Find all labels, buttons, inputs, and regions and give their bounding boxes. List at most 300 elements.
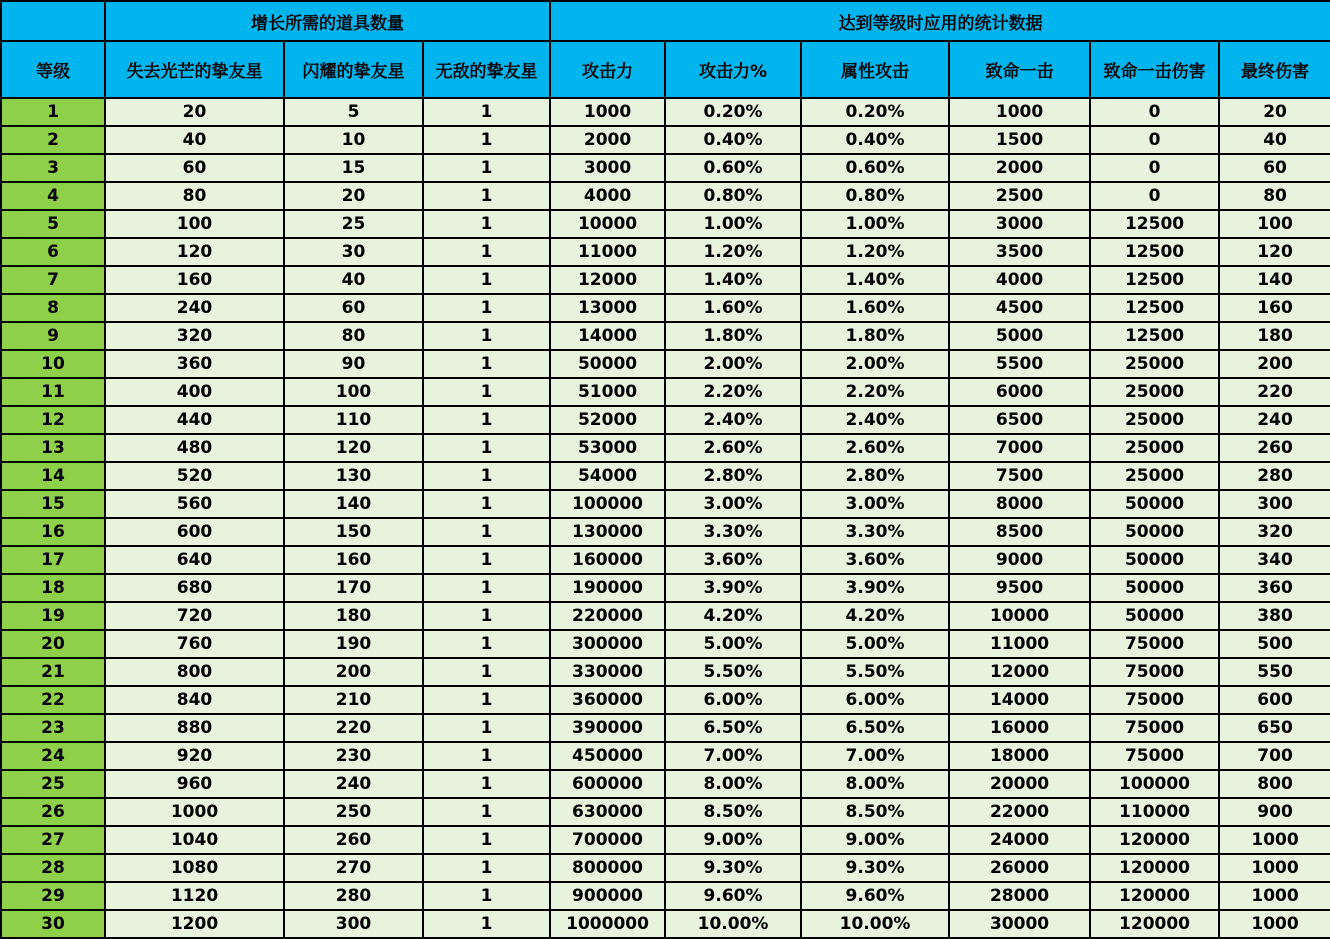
attack-percent-cell: 2.20% [665,378,801,406]
table-row [1,462,1330,490]
dim-star-cell: 320 [105,322,284,350]
dim-star-cell: 560 [105,490,284,518]
attack-percent-cell: 2.40% [665,406,801,434]
column-header-row [1,41,1330,98]
level-cell: 12 [1,406,105,434]
critical-hit-cell: 30000 [949,910,1090,938]
attack-cell: 1000 [550,98,665,126]
dim-star-cell: 520 [105,462,284,490]
invincible-star-cell: 1 [423,350,550,378]
shining-star-cell: 230 [284,742,423,770]
attack-cell: 13000 [550,294,665,322]
dim-star-cell: 100 [105,210,284,238]
critical-damage-cell: 75000 [1090,630,1219,658]
column-header-critical-hit: 致命一击 [949,41,1090,98]
shining-star-cell: 120 [284,434,423,462]
critical-damage-cell: 50000 [1090,518,1219,546]
attack-percent-cell: 0.40% [665,126,801,154]
level-cell: 15 [1,490,105,518]
dim-star-cell: 920 [105,742,284,770]
elemental-attack-cell: 0.80% [801,182,949,210]
level-cell: 26 [1,798,105,826]
shining-star-cell: 15 [284,154,423,182]
level-cell: 22 [1,686,105,714]
level-cell: 8 [1,294,105,322]
level-cell: 5 [1,210,105,238]
critical-hit-cell: 3000 [949,210,1090,238]
critical-hit-cell: 5500 [949,350,1090,378]
dim-star-cell: 120 [105,238,284,266]
attack-percent-cell: 1.80% [665,322,801,350]
dim-star-cell: 1200 [105,910,284,938]
final-damage-cell: 1000 [1219,910,1330,938]
attack-percent-cell: 5.00% [665,630,801,658]
final-damage-cell: 100 [1219,210,1330,238]
final-damage-cell: 260 [1219,434,1330,462]
shining-star-cell: 270 [284,854,423,882]
level-cell: 16 [1,518,105,546]
invincible-star-cell: 1 [423,238,550,266]
attack-percent-cell: 8.00% [665,770,801,798]
invincible-star-cell: 1 [423,322,550,350]
attack-cell: 190000 [550,574,665,602]
invincible-star-cell: 1 [423,126,550,154]
final-damage-cell: 180 [1219,322,1330,350]
table-row [1,770,1330,798]
invincible-star-cell: 1 [423,546,550,574]
level-cell: 28 [1,854,105,882]
final-damage-cell: 360 [1219,574,1330,602]
attack-cell: 12000 [550,266,665,294]
final-damage-cell: 220 [1219,378,1330,406]
invincible-star-cell: 1 [423,686,550,714]
attack-percent-cell: 1.60% [665,294,801,322]
table-row [1,742,1330,770]
shining-star-cell: 25 [284,210,423,238]
column-header-final-damage: 最终伤害 [1219,41,1330,98]
dim-star-cell: 240 [105,294,284,322]
table-row [1,602,1330,630]
final-damage-cell: 300 [1219,490,1330,518]
critical-hit-cell: 6000 [949,378,1090,406]
final-damage-cell: 40 [1219,126,1330,154]
shining-star-cell: 220 [284,714,423,742]
table-row [1,350,1330,378]
final-damage-cell: 80 [1219,182,1330,210]
final-damage-cell: 500 [1219,630,1330,658]
attack-cell: 52000 [550,406,665,434]
shining-star-cell: 280 [284,882,423,910]
table-body [1,98,1330,938]
critical-damage-cell: 75000 [1090,686,1219,714]
critical-hit-cell: 16000 [949,714,1090,742]
table-row [1,154,1330,182]
elemental-attack-cell: 5.50% [801,658,949,686]
table-row [1,882,1330,910]
shining-star-cell: 190 [284,630,423,658]
attack-cell: 220000 [550,602,665,630]
level-cell: 13 [1,434,105,462]
attack-cell: 800000 [550,854,665,882]
attack-percent-cell: 3.30% [665,518,801,546]
invincible-star-cell: 1 [423,98,550,126]
level-cell: 29 [1,882,105,910]
critical-hit-cell: 4000 [949,266,1090,294]
shining-star-cell: 150 [284,518,423,546]
critical-damage-cell: 100000 [1090,770,1219,798]
dim-star-cell: 840 [105,686,284,714]
attack-percent-cell: 0.20% [665,98,801,126]
dim-star-cell: 720 [105,602,284,630]
elemental-attack-cell: 3.30% [801,518,949,546]
attack-percent-cell: 9.60% [665,882,801,910]
column-header-level: 等级 [1,41,105,98]
invincible-star-cell: 1 [423,602,550,630]
elemental-attack-cell: 9.30% [801,854,949,882]
critical-damage-cell: 0 [1090,126,1219,154]
invincible-star-cell: 1 [423,742,550,770]
shining-star-cell: 40 [284,266,423,294]
elemental-attack-cell: 0.40% [801,126,949,154]
dim-star-cell: 960 [105,770,284,798]
attack-percent-cell: 10.00% [665,910,801,938]
attack-percent-cell: 8.50% [665,798,801,826]
critical-hit-cell: 12000 [949,658,1090,686]
attack-percent-cell: 0.60% [665,154,801,182]
table-row [1,182,1330,210]
table-row [1,294,1330,322]
invincible-star-cell: 1 [423,266,550,294]
dim-star-cell: 1040 [105,826,284,854]
critical-damage-cell: 25000 [1090,378,1219,406]
critical-damage-cell: 50000 [1090,602,1219,630]
column-header-shining-star: 闪耀的挚友星 [284,41,423,98]
dim-star-cell: 440 [105,406,284,434]
table-row [1,210,1330,238]
invincible-star-cell: 1 [423,210,550,238]
attack-percent-cell: 5.50% [665,658,801,686]
elemental-attack-cell: 1.00% [801,210,949,238]
invincible-star-cell: 1 [423,798,550,826]
critical-damage-cell: 75000 [1090,658,1219,686]
critical-damage-cell: 120000 [1090,826,1219,854]
dim-star-cell: 760 [105,630,284,658]
invincible-star-cell: 1 [423,490,550,518]
dim-star-cell: 40 [105,126,284,154]
attack-percent-cell: 3.60% [665,546,801,574]
level-cell: 7 [1,266,105,294]
table-row [1,658,1330,686]
elemental-attack-cell: 2.40% [801,406,949,434]
corner-cell [1,1,105,41]
dim-star-cell: 480 [105,434,284,462]
attack-percent-cell: 6.00% [665,686,801,714]
elemental-attack-cell: 1.40% [801,266,949,294]
elemental-attack-cell: 1.20% [801,238,949,266]
final-damage-cell: 320 [1219,518,1330,546]
table-row [1,910,1330,938]
level-cell: 9 [1,322,105,350]
critical-hit-cell: 22000 [949,798,1090,826]
critical-hit-cell: 6500 [949,406,1090,434]
critical-hit-cell: 24000 [949,826,1090,854]
attack-percent-cell: 9.00% [665,826,801,854]
shining-star-cell: 250 [284,798,423,826]
dim-star-cell: 400 [105,378,284,406]
level-cell: 3 [1,154,105,182]
shining-star-cell: 160 [284,546,423,574]
critical-damage-cell: 12500 [1090,210,1219,238]
final-damage-cell: 60 [1219,154,1330,182]
elemental-attack-cell: 3.60% [801,546,949,574]
elemental-attack-cell: 0.20% [801,98,949,126]
level-cell: 6 [1,238,105,266]
attack-percent-cell: 7.00% [665,742,801,770]
table-row [1,238,1330,266]
attack-cell: 900000 [550,882,665,910]
attack-cell: 330000 [550,658,665,686]
elemental-attack-cell: 2.60% [801,434,949,462]
critical-damage-cell: 25000 [1090,406,1219,434]
final-damage-cell: 1000 [1219,882,1330,910]
critical-damage-cell: 110000 [1090,798,1219,826]
group-header-row [1,1,1330,41]
dim-star-cell: 1120 [105,882,284,910]
level-cell: 17 [1,546,105,574]
attack-percent-cell: 2.60% [665,434,801,462]
shining-star-cell: 110 [284,406,423,434]
critical-hit-cell: 2000 [949,154,1090,182]
dim-star-cell: 80 [105,182,284,210]
table-row [1,378,1330,406]
critical-damage-cell: 25000 [1090,434,1219,462]
elemental-attack-cell: 6.00% [801,686,949,714]
final-damage-cell: 140 [1219,266,1330,294]
final-damage-cell: 160 [1219,294,1330,322]
final-damage-cell: 1000 [1219,854,1330,882]
critical-hit-cell: 10000 [949,602,1090,630]
critical-damage-cell: 0 [1090,154,1219,182]
shining-star-cell: 10 [284,126,423,154]
table-row [1,630,1330,658]
group-header-stats: 达到等级时应用的统计数据 [550,1,1330,41]
final-damage-cell: 240 [1219,406,1330,434]
critical-hit-cell: 4500 [949,294,1090,322]
final-damage-cell: 700 [1219,742,1330,770]
attack-cell: 600000 [550,770,665,798]
critical-damage-cell: 0 [1090,98,1219,126]
attack-cell: 100000 [550,490,665,518]
critical-hit-cell: 7500 [949,462,1090,490]
shining-star-cell: 130 [284,462,423,490]
attack-cell: 53000 [550,434,665,462]
level-cell: 20 [1,630,105,658]
shining-star-cell: 180 [284,602,423,630]
elemental-attack-cell: 0.60% [801,154,949,182]
invincible-star-cell: 1 [423,462,550,490]
critical-hit-cell: 26000 [949,854,1090,882]
final-damage-cell: 600 [1219,686,1330,714]
critical-damage-cell: 50000 [1090,574,1219,602]
table-row [1,826,1330,854]
invincible-star-cell: 1 [423,910,550,938]
critical-damage-cell: 120000 [1090,882,1219,910]
level-cell: 30 [1,910,105,938]
dim-star-cell: 1080 [105,854,284,882]
group-header-items: 增长所需的道具数量 [105,1,550,41]
critical-hit-cell: 3500 [949,238,1090,266]
critical-hit-cell: 1500 [949,126,1090,154]
table-row [1,798,1330,826]
elemental-attack-cell: 8.50% [801,798,949,826]
critical-hit-cell: 28000 [949,882,1090,910]
critical-damage-cell: 12500 [1090,266,1219,294]
elemental-attack-cell: 2.20% [801,378,949,406]
dim-star-cell: 160 [105,266,284,294]
attack-percent-cell: 1.40% [665,266,801,294]
attack-percent-cell: 9.30% [665,854,801,882]
level-cell: 23 [1,714,105,742]
final-damage-cell: 20 [1219,98,1330,126]
attack-cell: 700000 [550,826,665,854]
critical-hit-cell: 2500 [949,182,1090,210]
table-row [1,686,1330,714]
critical-damage-cell: 75000 [1090,742,1219,770]
critical-damage-cell: 50000 [1090,546,1219,574]
shining-star-cell: 140 [284,490,423,518]
critical-damage-cell: 120000 [1090,910,1219,938]
elemental-attack-cell: 1.80% [801,322,949,350]
critical-hit-cell: 11000 [949,630,1090,658]
shining-star-cell: 300 [284,910,423,938]
shining-star-cell: 20 [284,182,423,210]
attack-cell: 10000 [550,210,665,238]
dim-star-cell: 600 [105,518,284,546]
shining-star-cell: 60 [284,294,423,322]
table-row [1,322,1330,350]
shining-star-cell: 30 [284,238,423,266]
level-cell: 2 [1,126,105,154]
critical-damage-cell: 12500 [1090,238,1219,266]
table-row [1,266,1330,294]
column-header-invincible-star: 无敌的挚友星 [423,41,550,98]
critical-hit-cell: 18000 [949,742,1090,770]
elemental-attack-cell: 9.00% [801,826,949,854]
attack-cell: 450000 [550,742,665,770]
invincible-star-cell: 1 [423,154,550,182]
table-row [1,434,1330,462]
dim-star-cell: 1000 [105,798,284,826]
attack-percent-cell: 3.00% [665,490,801,518]
final-damage-cell: 900 [1219,798,1330,826]
elemental-attack-cell: 10.00% [801,910,949,938]
attack-cell: 11000 [550,238,665,266]
elemental-attack-cell: 7.00% [801,742,949,770]
critical-damage-cell: 12500 [1090,294,1219,322]
elemental-attack-cell: 2.00% [801,350,949,378]
shining-star-cell: 170 [284,574,423,602]
dim-star-cell: 20 [105,98,284,126]
final-damage-cell: 120 [1219,238,1330,266]
attack-cell: 50000 [550,350,665,378]
elemental-attack-cell: 1.60% [801,294,949,322]
attack-cell: 390000 [550,714,665,742]
critical-damage-cell: 0 [1090,182,1219,210]
table-row [1,714,1330,742]
critical-damage-cell: 25000 [1090,350,1219,378]
invincible-star-cell: 1 [423,574,550,602]
shining-star-cell: 90 [284,350,423,378]
column-header-critical-damage: 致命一击伤害 [1090,41,1219,98]
elemental-attack-cell: 9.60% [801,882,949,910]
elemental-attack-cell: 6.50% [801,714,949,742]
attack-cell: 630000 [550,798,665,826]
critical-damage-cell: 75000 [1090,714,1219,742]
attack-cell: 3000 [550,154,665,182]
level-cell: 11 [1,378,105,406]
attack-cell: 360000 [550,686,665,714]
invincible-star-cell: 1 [423,854,550,882]
table-row [1,518,1330,546]
invincible-star-cell: 1 [423,658,550,686]
critical-hit-cell: 8500 [949,518,1090,546]
attack-percent-cell: 2.80% [665,462,801,490]
final-damage-cell: 550 [1219,658,1330,686]
shining-star-cell: 100 [284,378,423,406]
shining-star-cell: 210 [284,686,423,714]
final-damage-cell: 340 [1219,546,1330,574]
critical-damage-cell: 12500 [1090,322,1219,350]
table-row [1,854,1330,882]
attack-cell: 1000000 [550,910,665,938]
attack-percent-cell: 3.90% [665,574,801,602]
attack-cell: 300000 [550,630,665,658]
table-row [1,126,1330,154]
level-cell: 24 [1,742,105,770]
attack-cell: 14000 [550,322,665,350]
invincible-star-cell: 1 [423,770,550,798]
elemental-attack-cell: 5.00% [801,630,949,658]
final-damage-cell: 200 [1219,350,1330,378]
elemental-attack-cell: 8.00% [801,770,949,798]
final-damage-cell: 650 [1219,714,1330,742]
table-row [1,574,1330,602]
shining-star-cell: 200 [284,658,423,686]
dim-star-cell: 640 [105,546,284,574]
level-cell: 18 [1,574,105,602]
level-cell: 14 [1,462,105,490]
critical-hit-cell: 9500 [949,574,1090,602]
critical-damage-cell: 25000 [1090,462,1219,490]
critical-hit-cell: 8000 [949,490,1090,518]
table-row [1,406,1330,434]
critical-damage-cell: 120000 [1090,854,1219,882]
attack-percent-cell: 4.20% [665,602,801,630]
final-damage-cell: 800 [1219,770,1330,798]
table-row [1,98,1330,126]
attack-percent-cell: 0.80% [665,182,801,210]
invincible-star-cell: 1 [423,406,550,434]
dim-star-cell: 60 [105,154,284,182]
attack-percent-cell: 1.00% [665,210,801,238]
column-header-attack: 攻击力 [550,41,665,98]
elemental-attack-cell: 4.20% [801,602,949,630]
invincible-star-cell: 1 [423,378,550,406]
level-cell: 10 [1,350,105,378]
shining-star-cell: 80 [284,322,423,350]
column-header-dim-star: 失去光芒的挚友星 [105,41,284,98]
level-cell: 27 [1,826,105,854]
